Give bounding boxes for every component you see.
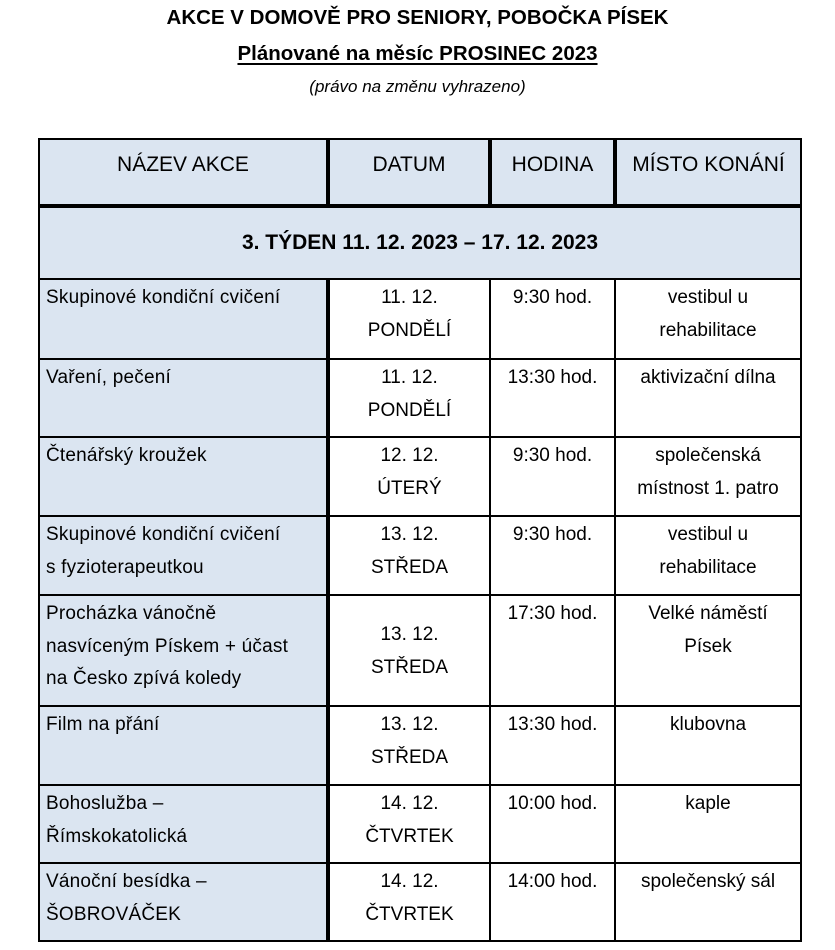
event-name: Bohoslužba – (46, 793, 164, 814)
event-name-cell (39, 785, 328, 863)
event-name-cell (39, 863, 328, 941)
event-time-cell (490, 595, 615, 706)
events-table-body (39, 139, 801, 941)
event-place: Velké náměstí (648, 603, 768, 624)
event-name: Skupinové kondiční cvičení (46, 524, 281, 545)
event-place: klubovna (669, 714, 747, 735)
event-place: Písek (684, 635, 732, 657)
event-name: Římskokatolická (46, 825, 188, 847)
event-time: 10:00 hod. (507, 793, 598, 814)
event-name: Skupinové kondiční cvičení (46, 287, 281, 308)
event-name-cell (39, 516, 328, 595)
event-place-cell (615, 359, 801, 437)
event-name: Film na přání (46, 714, 160, 735)
event-date-cell (328, 595, 490, 706)
week-row (39, 206, 801, 279)
event-time-cell (490, 359, 615, 437)
event-name: nasvíceným Pískem + účast (46, 635, 289, 657)
event-place: rehabilitace (659, 556, 757, 578)
event-day: ČTVRTEK (365, 903, 454, 925)
column-header-place: MÍSTO KONÁNÍ (615, 139, 801, 206)
column-header-name: NÁZEV AKCE (39, 139, 328, 206)
change-note: (právo na změnu vyhrazeno) (309, 77, 526, 96)
column-header-time: HODINA (490, 139, 615, 206)
event-date: 12. 12. (380, 445, 439, 466)
event-name-cell (39, 359, 328, 437)
event-place: společenský sál (640, 871, 776, 892)
event-place: vestibul u (667, 287, 749, 308)
event-time: 9:30 hod. (512, 445, 593, 466)
event-time: 9:30 hod. (512, 524, 593, 545)
event-date: 14. 12. (380, 793, 439, 814)
event-place: rehabilitace (659, 319, 757, 341)
week-label: 3. TÝDEN 11. 12. 2023 – 17. 12. 2023 (39, 206, 801, 279)
event-time-cell (490, 863, 615, 941)
event-time: 9:30 hod. (512, 287, 593, 308)
table-row (39, 785, 801, 863)
events-table (38, 138, 802, 942)
event-date-cell (328, 863, 490, 941)
column-header-date: DATUM (328, 139, 490, 206)
event-date: 13. 12. (380, 714, 439, 735)
event-place: aktivizační dílna (640, 367, 776, 388)
table-row (39, 279, 801, 359)
event-name: ŠOBROVÁČEK (46, 903, 182, 925)
event-time-cell (490, 437, 615, 516)
event-place-cell (615, 437, 801, 516)
event-place: společenská (655, 445, 761, 466)
event-day: STŘEDA (370, 746, 449, 768)
event-date: 13. 12. (380, 624, 439, 645)
event-name: Vánoční besídka – (46, 871, 207, 892)
event-time: 13:30 hod. (507, 367, 598, 388)
column-header-row (39, 139, 801, 206)
event-date-cell (328, 706, 490, 785)
event-time: 13:30 hod. (507, 714, 598, 735)
table-row (39, 516, 801, 595)
event-place: místnost 1. patro (637, 477, 779, 499)
table-row (39, 706, 801, 785)
table-row (39, 359, 801, 437)
event-date: 11. 12. (381, 287, 438, 308)
event-date-cell (328, 516, 490, 595)
event-time-cell (490, 516, 615, 595)
table-row (39, 863, 801, 941)
event-day: ÚTERÝ (377, 477, 442, 499)
event-time: 17:30 hod. (507, 603, 598, 624)
subtitle-text: Plánované na měsíc PROSINEC 2023 (237, 42, 598, 65)
event-name: s fyzioterapeutkou (46, 556, 204, 578)
event-name: Čtenářský kroužek (46, 445, 207, 466)
event-place-cell (615, 279, 801, 359)
event-date-cell (328, 359, 490, 437)
event-name: Procházka vánočně (46, 603, 217, 624)
event-name-cell (39, 595, 328, 706)
event-name-cell (39, 706, 328, 785)
event-place-cell (615, 785, 801, 863)
event-date-cell (328, 785, 490, 863)
event-date: 14. 12. (380, 871, 439, 892)
event-place: vestibul u (667, 524, 749, 545)
event-date-cell (328, 279, 490, 359)
event-day: STŘEDA (370, 656, 449, 678)
page-subtitle (0, 42, 835, 66)
event-time-cell (490, 706, 615, 785)
event-place-cell (615, 706, 801, 785)
page-title: AKCE V DOMOVĚ PRO SENIORY, POBOČKA PÍSEK (166, 6, 669, 29)
event-day: STŘEDA (370, 556, 449, 578)
event-date-cell (328, 437, 490, 516)
event-name: Vaření, pečení (46, 367, 171, 388)
event-time-cell (490, 785, 615, 863)
event-place-cell (615, 516, 801, 595)
event-time: 14:00 hod. (507, 871, 598, 892)
event-day: PONDĚLÍ (367, 399, 452, 421)
event-name-cell (39, 437, 328, 516)
event-date: 13. 12. (380, 524, 439, 545)
event-place-cell (615, 863, 801, 941)
event-date: 11. 12. (381, 367, 438, 388)
event-name: na Česko zpívá koledy (46, 668, 242, 689)
table-row (39, 595, 801, 706)
event-day: ČTVRTEK (365, 825, 454, 847)
table-row (39, 437, 801, 516)
event-place-cell (615, 595, 801, 706)
event-time-cell (490, 279, 615, 359)
event-place: kaple (685, 793, 731, 814)
event-day: PONDĚLÍ (367, 319, 452, 341)
event-name-cell (39, 279, 328, 359)
